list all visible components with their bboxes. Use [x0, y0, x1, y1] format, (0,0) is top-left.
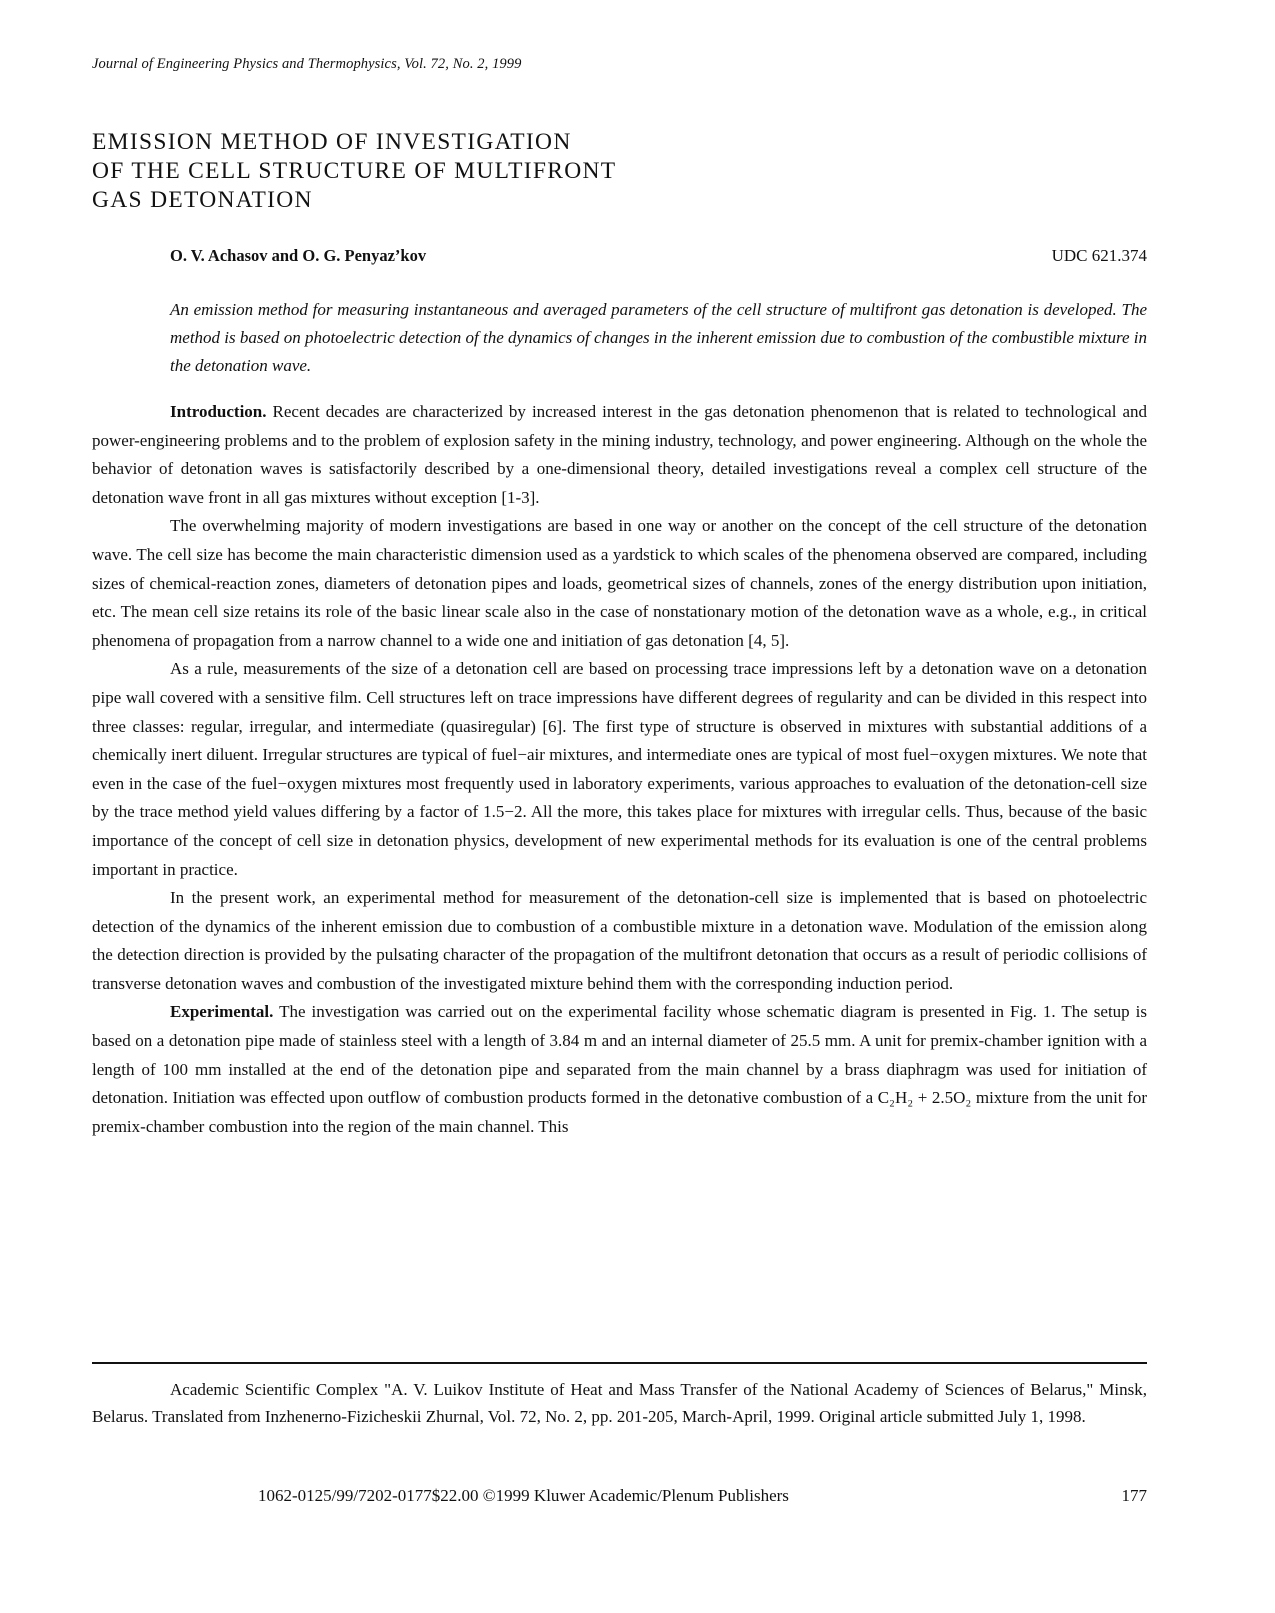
title-line: OF THE CELL STRUCTURE OF MULTIFRONT: [92, 158, 617, 184]
paragraph-text: The investigation was carried out on the experimental facility whose schematic diagram is presented in Fig. 1. The setup is based on a detonation pipe made of stainless steel with a length of 3.84 m and an internal diameter of 25.5 mm. A unit for premix-chamber ignition with a length of 100 mm installed at the end of the detonation pipe and separated from the main channel by a brass diaphragm was used for initiation of detonation. Initiation was effected upon outflow of combustion products formed in the detonative combustion of a C₂H₂ + 2.5O₂ mixture from the unit for premix-chamber combustion into the region of the main channel. This: [92, 1002, 1147, 1136]
paragraph: In the present work, an experimental method for measurement of the detonation-cell size is implemented that is based on photoelectric detection of the dynamics of the inherent emission due to combustion of a combustible mixture in a detonation wave. Modulation of the emission along the detection direction is provided by the pulsating character of the propagation of the multifront detonation that occurs as a result of periodic collisions of transverse detonation waves and combustion of the investigated mixture behind them with the corresponding induction period.: [92, 888, 1147, 993]
journal-header: Journal of Engineering Physics and Thermophysics, Vol. 72, No. 2, 1999: [92, 56, 522, 72]
affiliation-footnote: Academic Scientific Complex "A. V. Luikov Institute of Heat and Mass Transfer of the National Academy of Sciences of Belarus," Minsk, Belarus. Translated from Inzhenerno-Fizicheskii Zhurnal, Vol. 72, No. 2, pp. 201-205, March-April, 1999. Original article submitted July 1, 1998.: [92, 1380, 1147, 1426]
udc-code: UDC 621.374: [1051, 246, 1147, 265]
abstract: An emission method for measuring instantaneous and averaged parameters of the cell structure of multifront gas detonation is developed. The method is based on photoelectric detection of the dynamics of changes in the inherent emission due to combustion of the combustible mixture in the detonation wave.: [170, 300, 1148, 375]
paragraph-introduction: [92, 398, 1147, 512]
footnote-divider: [92, 1362, 1147, 1364]
paragraph-text: Recent decades are characterized by increased interest in the gas detonation phenomenon that is related to technological and power-engineering problems and to the problem of explosion safety in the mining industry, technology, and power engineering. Although on the whole the behavior of detonation waves is satisfactorily described by a one-dimensional theory, detailed investigations reveal a complex cell structure of the detonation wave front in all gas mixtures without exception [1-3].: [92, 402, 1147, 507]
paragraph: The overwhelming majority of modern investigations are based in one way or another on the concept of the cell structure of the detonation wave. The cell size has become the main characteristic dimension used as a yardstick to which scales of the phenomena observed are compared, including sizes of chemical-reaction zones, diameters of detonation pipes and loads, geometrical sizes of channels, zones of the energy distribution upon initiation, etc. The mean cell size retains its role of the basic linear scale also in the case of nonstationary motion of the detonation wave as a whole, e.g., in critical phenomena of propagation from a narrow channel to a wide one and initiation of gas detonation [4, 5].: [92, 516, 1147, 650]
paragraph: As a rule, measurements of the size of a detonation cell are based on processing trace impressions left by a detonation wave on a detonation pipe wall covered with a sensitive film. Cell structures left on trace impressions have different degrees of regularity and can be divided in this respect into three classes: regular, irregular, and intermediate (quasiregular) [6]. The first type of structure is observed in mixtures with substantial additions of a chemically inert diluent. Irregular structures are typical of fuel−air mixtures, and intermediate ones are typical of most fuel−oxygen mixtures. We note that even in the case of the fuel−oxygen mixtures most frequently used in laboratory experiments, various approaches to evaluation of the detonation-cell size by the trace method yield values differing by a factor of 1.5−2. All the more, this takes place for mixtures with irregular cells. Thus, because of the basic importance of the concept of cell size in detonation physics, development of new experimental methods for its evaluation is one of the central problems important in practice.: [92, 659, 1147, 879]
copyright-line: 1062-0125/99/7202-0177$22.00 ©1999 Kluwer Academic/Plenum Publishers: [258, 1486, 789, 1505]
section-lead-experimental: Experimental.: [170, 1002, 274, 1022]
article-title: [92, 128, 852, 215]
section-lead-introduction: Introduction.: [170, 402, 267, 421]
paragraph-experimental: [92, 998, 1147, 1141]
title-line: GAS DETONATION: [92, 187, 313, 213]
body-text: [92, 398, 1147, 1141]
title-line: EMISSION METHOD OF INVESTIGATION: [92, 129, 572, 155]
author-list: O. V. Achasov and O. G. Penyaz’kov: [170, 246, 427, 265]
page-number: 177: [1121, 1486, 1147, 1505]
